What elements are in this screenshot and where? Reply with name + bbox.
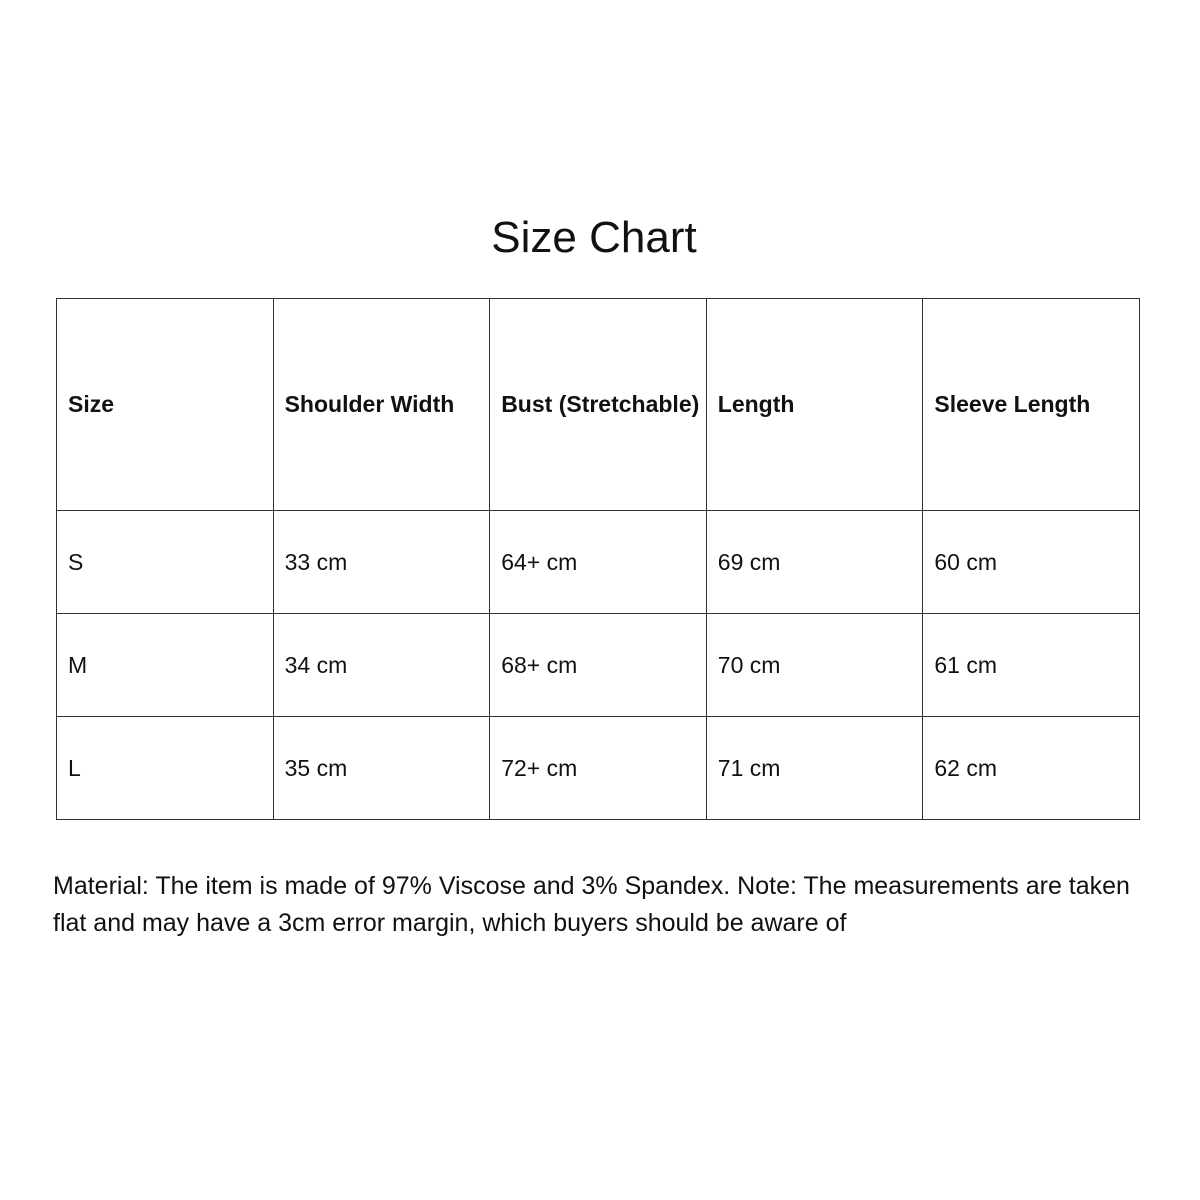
size-table — [56, 298, 1140, 820]
table-row — [57, 511, 1140, 614]
column-header-length: Length — [706, 299, 923, 511]
table-cell: 35 cm — [273, 717, 490, 820]
table-cell: 62 cm — [923, 717, 1140, 820]
column-header-size: Size — [57, 299, 274, 511]
table-cell: 64+ cm — [490, 511, 707, 614]
table-row — [57, 614, 1140, 717]
table-cell: 70 cm — [706, 614, 923, 717]
column-header-shoulder-width: Shoulder Width — [273, 299, 490, 511]
column-header-sleeve-length: Sleeve Length — [923, 299, 1140, 511]
table-cell: M — [57, 614, 274, 717]
table-cell: S — [57, 511, 274, 614]
table-cell: 34 cm — [273, 614, 490, 717]
table-cell: 60 cm — [923, 511, 1140, 614]
table-cell: 69 cm — [706, 511, 923, 614]
table-cell: 71 cm — [706, 717, 923, 820]
table-cell: 33 cm — [273, 511, 490, 614]
table-cell: L — [57, 717, 274, 820]
table-header-row — [57, 299, 1140, 511]
table-cell: 68+ cm — [490, 614, 707, 717]
material-note: Material: The item is made of 97% Viscose and 3% Spandex. Note: The measurements are taken flat and may have a 3cm error margin, which buyers should be aware of — [53, 872, 1130, 937]
table-row — [57, 717, 1140, 820]
column-header-bust: Bust (Stretchable) — [490, 299, 707, 511]
page-title: Size Chart — [491, 213, 697, 262]
table-cell: 61 cm — [923, 614, 1140, 717]
table-cell: 72+ cm — [490, 717, 707, 820]
